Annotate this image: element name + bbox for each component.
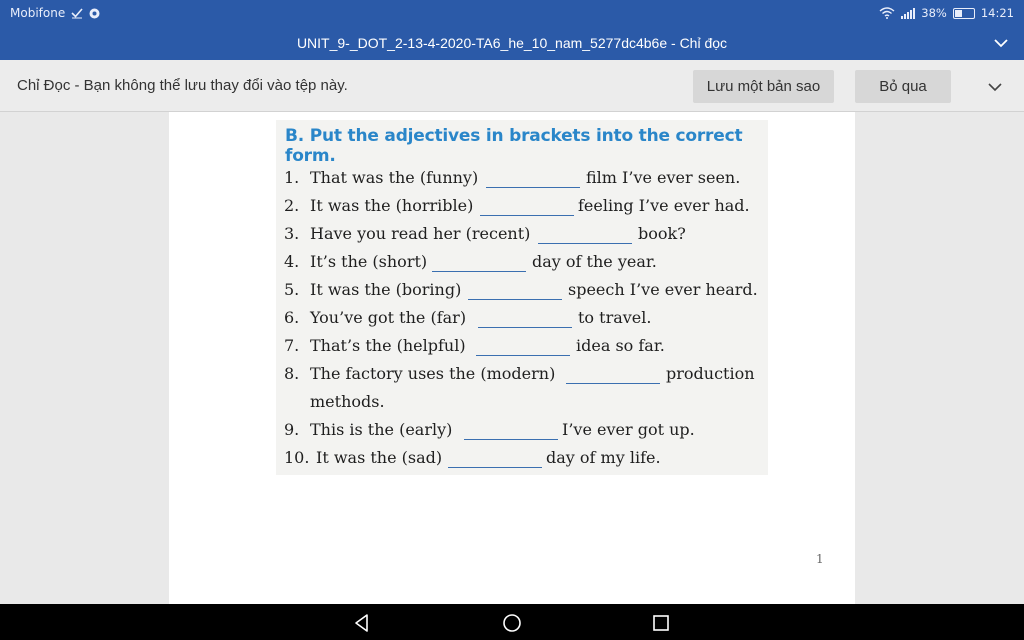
answer-blank	[566, 383, 660, 384]
chevron-down-icon[interactable]	[986, 78, 1004, 96]
home-icon[interactable]	[502, 613, 522, 633]
item-continuation: film I’ve ever seen.	[586, 168, 741, 187]
title-bar	[0, 26, 1024, 60]
status-bar	[0, 0, 1024, 26]
item-number: 7.	[284, 336, 300, 355]
back-icon[interactable]	[352, 613, 372, 633]
page-number: 1	[816, 552, 824, 566]
signal-icon	[901, 8, 915, 19]
answer-blank	[486, 187, 580, 188]
item-text: It was the (boring)	[310, 280, 462, 299]
document-viewport[interactable]	[0, 112, 1024, 604]
wifi-icon	[879, 7, 895, 19]
item-number: 5.	[284, 280, 300, 299]
item-continuation: day of my life.	[546, 448, 661, 467]
answer-blank	[480, 215, 574, 216]
answer-blank	[432, 271, 526, 272]
battery-percent: 38%	[921, 6, 947, 20]
item-continuation: book?	[638, 224, 686, 243]
item-number: 6.	[284, 308, 300, 327]
item-continuation: feeling I’ve ever had.	[578, 196, 750, 215]
item-text: That’s the (helpful)	[310, 336, 466, 355]
vpn-icon	[89, 8, 100, 19]
item-text: That was the (funny)	[310, 168, 479, 187]
read-only-message: Chỉ Đọc - Bạn không thể lưu thay đổi vào tệp này.	[17, 77, 348, 94]
battery-icon	[953, 8, 975, 19]
item-text: This is the (early)	[310, 420, 453, 439]
battery-fill	[955, 10, 962, 17]
carrier-name: Mobifone	[10, 6, 66, 20]
item-number: 3.	[284, 224, 300, 243]
document-page	[169, 112, 855, 604]
item-number: 8.	[284, 364, 300, 383]
scanned-exercise	[276, 120, 768, 475]
exercise-heading: B. Put the adjectives in brackets into the correct form.	[285, 126, 743, 166]
read-only-bar	[0, 60, 1024, 112]
item-text: The factory uses the (modern)	[310, 364, 556, 383]
status-left	[10, 6, 100, 20]
item-number: 9.	[284, 420, 300, 439]
recents-icon[interactable]	[651, 613, 671, 633]
answer-blank	[478, 327, 572, 328]
answer-blank	[538, 243, 632, 244]
navigation-bar	[0, 604, 1024, 640]
item-number: 10.	[284, 448, 310, 467]
save-copy-button[interactable]: Lưu một bản sao	[693, 70, 834, 103]
status-right	[879, 6, 1014, 20]
item-number: 4.	[284, 252, 300, 271]
item-continuation: production	[666, 364, 755, 383]
item-continuation: speech I’ve ever heard.	[568, 280, 758, 299]
item-text: Have you read her (recent)	[310, 224, 531, 243]
item-continuation: day of the year.	[532, 252, 657, 271]
item-number: 2.	[284, 196, 300, 215]
check-icon	[71, 7, 83, 19]
item-text: methods.	[310, 392, 385, 411]
item-text: It’s the (short)	[310, 252, 428, 271]
item-text: It was the (sad)	[316, 448, 443, 467]
dismiss-button[interactable]: Bỏ qua	[855, 70, 951, 103]
item-text: You’ve got the (far)	[310, 308, 467, 327]
answer-blank	[448, 467, 542, 468]
answer-blank	[468, 299, 562, 300]
item-number: 1.	[284, 168, 300, 187]
chevron-down-icon[interactable]	[992, 34, 1010, 52]
document-title: UNIT_9-_DOT_2-13-4-2020-TA6_he_10_nam_5277dc4b6e - Chỉ đọc	[296, 35, 728, 51]
clock: 14:21	[980, 6, 1014, 20]
item-text: It was the (horrible)	[310, 196, 474, 215]
answer-blank	[464, 439, 558, 440]
answer-blank	[476, 355, 570, 356]
item-continuation: idea so far.	[576, 336, 665, 355]
item-continuation: I’ve ever got up.	[562, 420, 695, 439]
item-continuation: to travel.	[578, 308, 652, 327]
